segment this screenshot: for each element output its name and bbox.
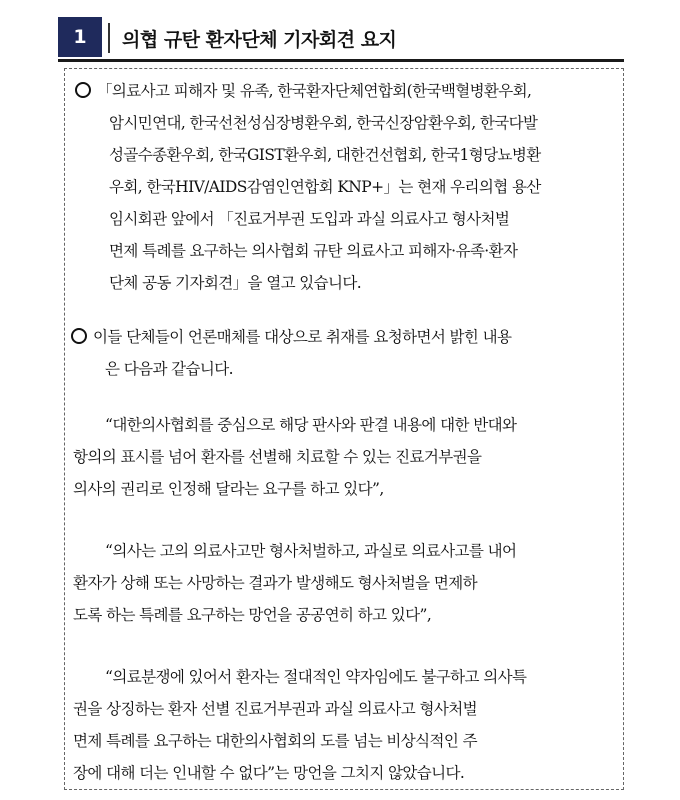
text-line: 면제 특례를 요구하는 대한의사협회의 도를 넘는 비상식적인 주 [73, 732, 477, 750]
circle-bullet-icon [75, 82, 91, 98]
text-line: 이들 단체들이 언론매체를 대상으로 취재를 요청하면서 밝힌 내용 [71, 321, 511, 353]
section-header [58, 17, 624, 62]
text-line: “대한의사협회를 중심으로 해당 판사와 판결 내용에 대한 반대와 [105, 416, 517, 434]
text-line: 단체 공동 기자회견」을 열고 있습니다. [109, 274, 362, 292]
text-line: 면제 특례를 요구하는 의사협회 규탄 의료사고 피해자·유족·환자 [109, 242, 518, 260]
text-line: 권을 상징하는 환자 선별 진료거부권과 과실 의료사고 형사처벌 [73, 700, 477, 718]
content-box [64, 68, 624, 790]
text-line: 은 다음과 같습니다. [105, 360, 233, 378]
quote-3 [65, 661, 526, 789]
text-line: 암시민연대, 한국선천성심장병환우회, 한국신장암환우회, 한국다발 [109, 114, 538, 132]
quote-1 [65, 409, 516, 505]
header-divider [108, 23, 110, 53]
text-line: 장에 대해 더는 인내할 수 없다”는 망언을 그치지 않았습니다. [73, 764, 465, 782]
section-title: 의협 규탄 환자단체 기자회견 요지 [122, 29, 397, 51]
section-number: 1 [58, 17, 102, 57]
text-line: 우회, 한국HIV/AIDS감염인연합회 KNP+」는 현재 우리의협 용산 [109, 178, 541, 196]
text-line: 성골수종환우회, 한국GIST환우회, 대한건선협회, 한국1형당뇨병환 [109, 146, 541, 164]
text-line: 의사의 권리로 인정해 달라는 요구를 하고 있다”, [73, 480, 384, 498]
text-line: 도록 하는 특례를 요구하는 망언을 공공연히 하고 있다”, [73, 606, 432, 624]
quote-2 [65, 535, 516, 631]
paragraph-1 [75, 75, 541, 299]
text-line: “의사는 고의 의료사고만 형사처벌하고, 과실로 의료사고를 내어 [105, 542, 517, 560]
text-line: 임시회관 앞에서 「진료거부권 도입과 과실 의료사고 형사처벌 [109, 210, 510, 228]
paragraph-2 [71, 321, 511, 385]
text-line: 「의료사고 피해자 및 유족, 한국환자단체연합회(한국백혈병환우회, [75, 75, 541, 107]
text-line: 항의의 표시를 넘어 환자를 선별해 치료할 수 있는 진료거부권을 [73, 448, 482, 466]
text-line: 환자가 상해 또는 사망하는 결과가 발생해도 형사처벌을 면제하 [73, 574, 477, 592]
circle-bullet-icon [71, 328, 87, 344]
text-line: “의료분쟁에 있어서 환자는 절대적인 약자임에도 불구하고 의사특 [105, 668, 527, 686]
